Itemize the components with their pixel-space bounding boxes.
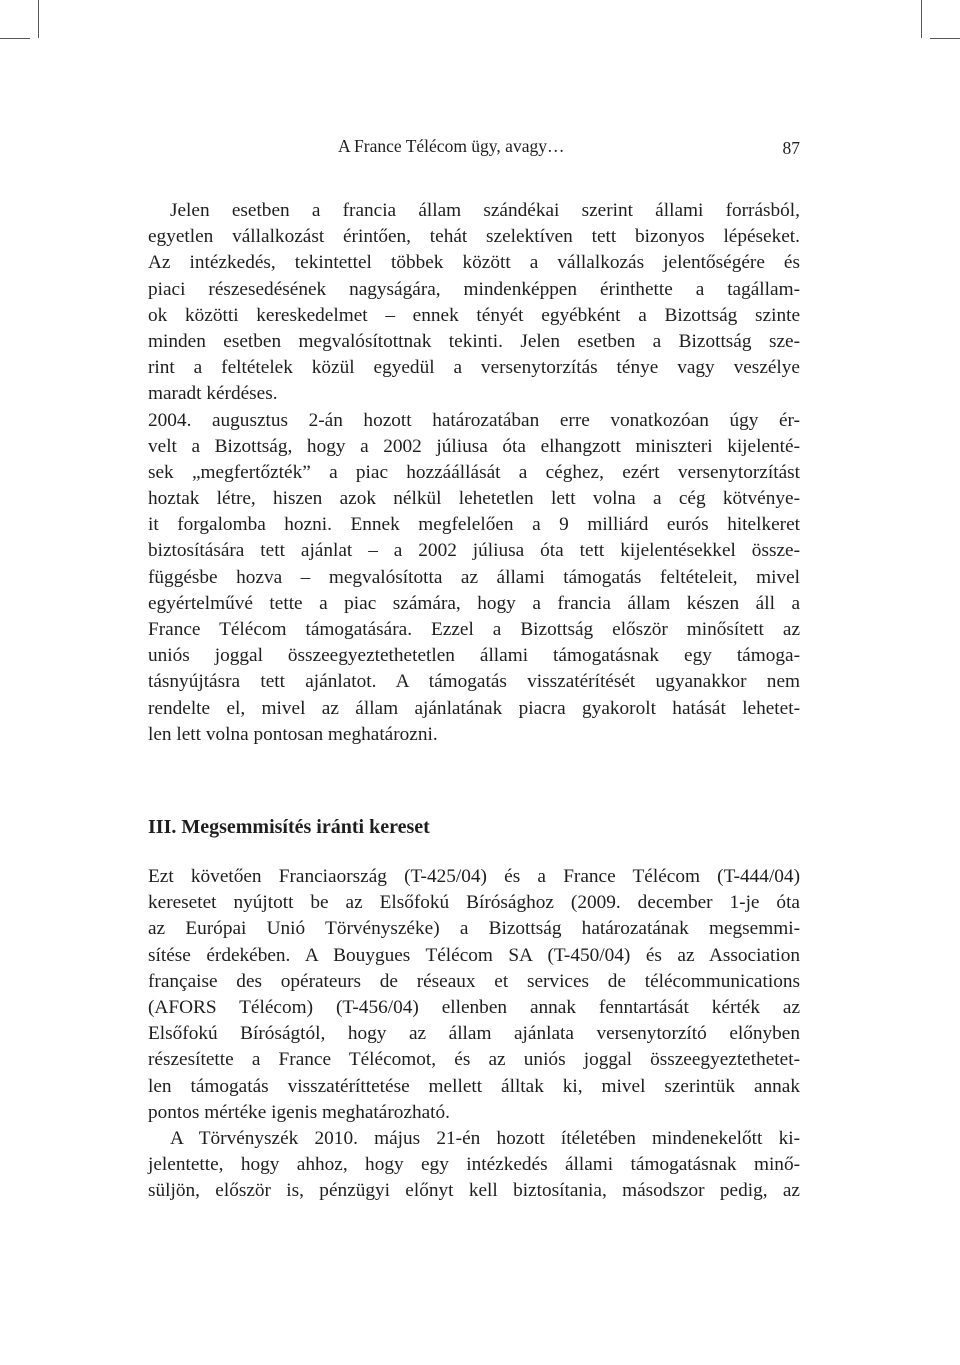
text-line: egyértelművé tette a piac számára, hogy a francia állam készen áll a (148, 592, 800, 614)
text-line: Jelen esetben a francia állam szándékai szerint állami forrásból, (170, 200, 800, 221)
section-heading: III. Megsemmisítés iránti kereset (148, 816, 430, 838)
text-line: it forgalomba hozni. Ennek megfelelően a 9 milliárd eurós hitelkeret (148, 514, 800, 536)
page-number: 87 (782, 138, 800, 158)
text-line: részesítette a France Télécomot, és az uniós joggal összeegyeztethetet- (148, 1049, 800, 1071)
text-line: biztosítására tett ajánlat – a 2002 júliusa óta tett kijelentésekkel össze- (148, 540, 800, 562)
crop-mark-top-right-h (930, 38, 960, 39)
crop-mark-top-left-h (0, 38, 30, 39)
text-line: velt a Bizottság, hogy a 2002 júliusa óta elhangzott miniszteri kijelenté- (148, 435, 800, 457)
text-line: egyetlen vállalkozást érintően, tehát szelektíven tett bizonyos lépéseket. (148, 226, 800, 248)
text-line: függésbe hozva – megvalósította az állami támogatás feltételeit, mivel (148, 566, 800, 588)
text-line: minden esetben megvalósítottnak tekinti. Jelen esetben a Bizottság sze- (148, 330, 800, 352)
text-line: française des opérateurs de réseaux et services de télécommunications (148, 970, 800, 992)
text-line: maradt kérdéses. (148, 383, 278, 405)
running-title: A France Télécom ügy, avagy… (338, 136, 565, 156)
text-line: az Európai Unió Törvényszéke) a Bizottság határozatának megsemmi- (148, 918, 800, 940)
text-line: pontos mértéke igenis meghatározható. (148, 1101, 450, 1123)
text-line: France Télécom támogatására. Ezzel a Bizottság először minősített az (148, 619, 800, 640)
text-line: rint a feltételek közül egyedül a versenytorzítás ténye vagy veszélye (148, 357, 800, 379)
text-line: sítése érdekében. A Bouygues Télécom SA (T-450/04) és az Association (148, 944, 800, 966)
text-line: tásnyújtásra tett ajánlatot. A támogatás visszatérítését ugyanakkor nem (148, 671, 800, 693)
text-line: keresetet nyújtott be az Elsőfokú Bírósághoz (2009. december 1-je óta (148, 892, 800, 914)
text-line: hoztak létre, hiszen azok nélkül lehetetlen lett volna a cég kötvénye- (148, 488, 800, 510)
crop-mark-top-right (921, 0, 922, 38)
body-section-1 (148, 198, 800, 748)
text-line: A Törvényszék 2010. május 21-én hozott ítéletében mindenekelőtt ki- (170, 1127, 800, 1149)
crop-mark-top-left (38, 0, 39, 38)
text-line: Az intézkedés, tekintettel többek között a vállalkozás jelentőségére és (148, 252, 800, 274)
text-line: rendelte el, mivel az állam ajánlatának piacra gyakorolt hatását lehetet- (148, 697, 800, 719)
text-line: Ezt követően Franciaország (T-425/04) és a France Télécom (T-444/04) (148, 866, 800, 887)
text-line: süljön, először is, pénzügyi előnyt kell biztosítania, másodszor pedig, az (148, 1180, 800, 1202)
text-line: len támogatás visszatéríttetése mellett álltak ki, mivel szerintük annak (148, 1075, 800, 1097)
text-line: Elsőfokú Bíróságtól, hogy az állam ajánlata versenytorzító előnyben (148, 1023, 800, 1045)
text-line: len lett volna pontosan meghatározni. (148, 723, 438, 745)
text-line: uniós joggal összeegyeztethetetlen állami támogatásnak egy támoga- (148, 645, 800, 667)
text-line: ok közötti kereskedelmet – ennek tényét egyébként a Bizottság szinte (148, 304, 800, 326)
body-section-2 (148, 864, 800, 1204)
running-head (148, 132, 800, 160)
text-line: sek „megfertőzték” a piac hozzáállását a céghez, ezért versenytorzítást (148, 461, 800, 483)
text-line: 2004. augusztus 2-án hozott határozatában erre vonatkozóan úgy ér- (148, 409, 800, 431)
text-line: piaci részesedésének nagyságára, mindenképpen érinthette a tagállam- (148, 278, 800, 300)
text-line: jelentette, hogy ahhoz, hogy egy intézkedés állami támogatásnak minő- (148, 1154, 800, 1176)
text-line: (AFORS Télécom) (T-456/04) ellenben annak fenntartását kérték az (148, 996, 800, 1018)
